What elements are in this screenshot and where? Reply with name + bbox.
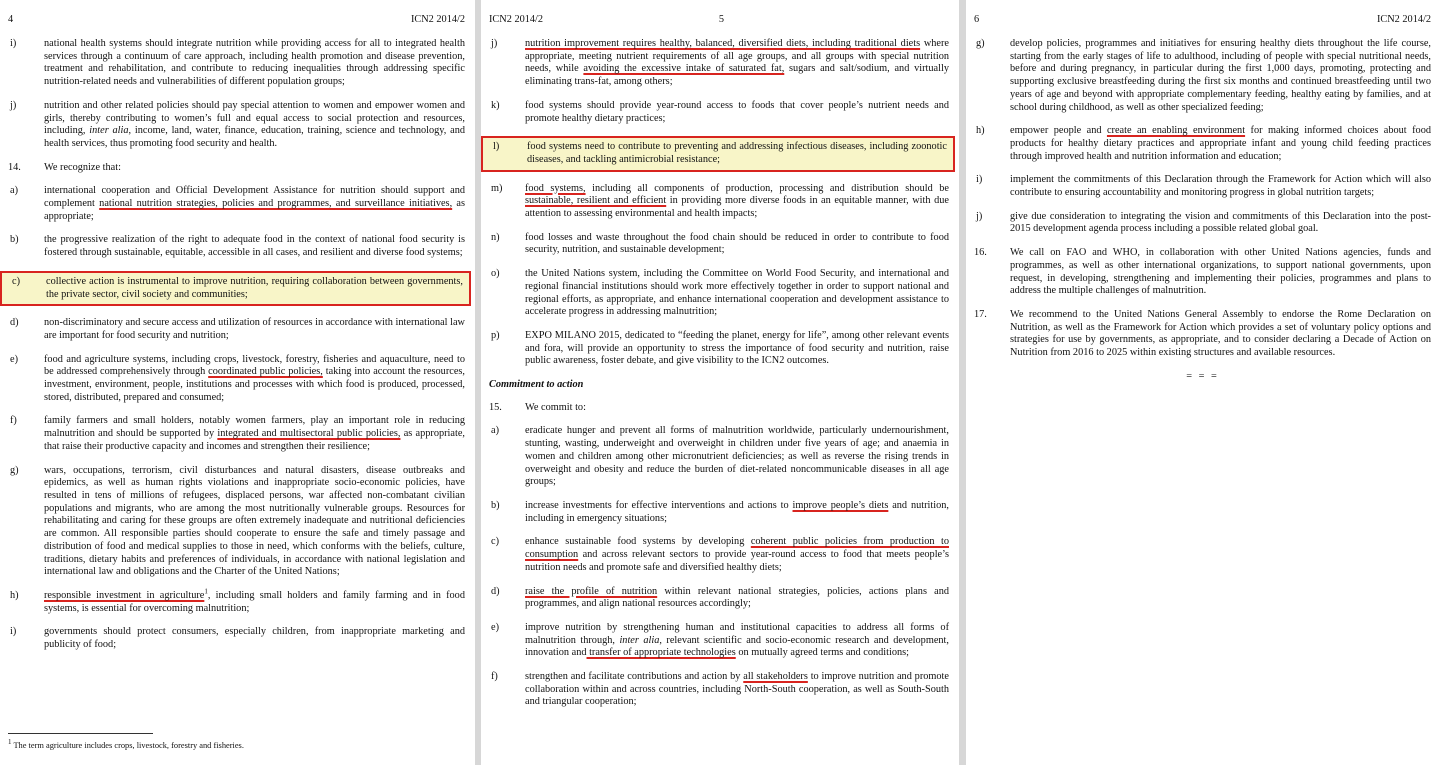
list-item: g) wars, occupations, terrorism, civil disturbances and natural disasters, disease outbreaks and epidemics, as well as human rights violations and inappropriate socio-economic policies, have resulted in tens of millions of refugees, displaced persons, war affected non-combatant civilian populations and migrants, who are among the most nutritionally vulnerable groups. Resources for rehabilitating and caring for these groups are often extremely inadequate and nutritional deficiencies are common. All responsible parties should cooperate to ensure the safe and timely passage and distribution of food and medical supplies to those in need, which conforms with the beliefs, culture, traditions, dietary habits and preferences of individuals, in accordance with national legislation and international law and obligations and the Charter of the United Nations; [10,464,465,578]
list-item: c) enhance sustainable food systems by developing coherent public policies from production to consumption and across relevant sectors to provide year-round access to food that meets people’s nutrition needs and promote safe and diversified healthy diets; [491,536,949,573]
underline-annotation: food systems, [525,182,586,194]
page-5 [481,0,959,765]
list-item: i) governments should protect consumers, especially children, from inappropriate marketing and publicity of food; [10,626,465,651]
underline-annotation: integrated and multisectoral public policies, [217,428,401,440]
page-header [8,14,465,26]
page-number: 4 [8,14,14,25]
page-number: 5 [718,14,724,25]
paragraph-14: 14. We recognize that: [8,161,121,173]
list-item: j) nutrition improvement requires healthy, balanced, diversified diets, including traditional diets where appropriate, meeting nutrient requirements of all age groups, and all groups with special nutrition needs, while avoiding the excessive intake of saturated fat, sugars and salt/sodium, and virtually eliminating trans-fat, among others; [491,38,950,88]
end-marker: = = = [1186,370,1219,382]
underline-annotation: raise the profile of nutrition [525,585,658,597]
list-item: k) food systems should provide year-round access to foods that cover people’s nutrient needs and promote healthy dietary practices; [491,99,949,124]
list-item: a) eradicate hunger and prevent all forms of malnutrition worldwide, particularly undernourishment, stunting, wasting, underweight and overweight in children under five years of age; and anaemia in women and children among other micronutrient deficiencies; as well as reverse the rising trends in overweight and obesity and reduce the burden of diet-related noncommunicable diseases in all age groups; [491,425,949,488]
list-item: d) non-discriminatory and secure access and utilization of resources in accordance with international law are important for food security and nutrition; [10,317,465,341]
list-item: n) food losses and waste throughout the food chain should be reduced in order to contribute to food security, nutrition, and sustainable development; [491,231,949,256]
list-item: f) strengthen and facilitate contributions and action by all stakeholders to improve nutrition and promote collaboration within and across countries, including North-South cooperation, as well as South-South and triangular cooperation; [491,671,949,708]
page-6 [966,0,1456,765]
underline-annotation: coherent public policies from production to consumption [525,536,949,561]
section-heading: Commitment to action [489,379,584,391]
list-item: d) raise the profile of nutrition within relevant national strategies, policies, actions plans and programmes, and align national resources accordingly; [491,585,949,610]
list-item: b) the progressive realization of the right to adequate food in the context of national food security is fostered through sustainable, equitable, accessible in all cases, and resilient and diverse food systems; [10,234,465,259]
paragraph-16: 16. We call on FAO and WHO, in collaboration with other United Nations agencies, funds and programmes, as well as other international organizations, to support national governments, upon request, in developing, strengthening and implementing their policies, programmes and plans to address the multiple challenges of malnutrition. [974,247,1431,297]
list-item: o) the United Nations system, including the Committee on World Food Security, and international and regional financial institutions should work more effectively together in order to support national and regional efforts, as appropriate, and enhance international cooperation and development assistance to accelerate progress in addressing malnutrition; [491,268,949,318]
underline-annotation: improve people’s diets [792,499,889,511]
underline-annotation: all stakeholders [743,671,808,683]
page-header [489,14,949,26]
underline-annotation: create an enabling environment [1106,125,1246,137]
highlight-box: c) collective action is instrumental to improve nutrition, requiring collaboration between governments, the private sector, civil society and communities; [0,271,471,306]
highlight-box: l) food systems need to contribute to preventing and addressing infectious diseases, including zoonotic diseases, and tackling antimicrobial resistance; [481,136,955,171]
paragraph-15: 15. We commit to: [489,401,586,413]
underline-annotation: nutrition improvement requires healthy, balanced, diversified diets, including traditional diets [525,38,921,49]
page-4 [0,0,475,765]
footnote-rule [8,733,153,734]
page-number: 6 [974,14,980,25]
underline-annotation: transfer of appropriate technologies [586,647,736,659]
underline-annotation: responsible investment in agriculture [44,589,205,601]
list-item: j) give due consideration to integrating the vision and commitments of this Declaration into the post-2015 development agenda process including a possible related global goal. [976,210,1431,235]
running-header: ICN2 2014/2 [410,14,465,25]
list-item: p) EXPO MILANO 2015, dedicated to “feeding the planet, energy for life”, among other relevant events and fora, will provide an opportunity to stress the importance of food security and nutrition, raise public awareness, foster debate, and give visibility to the ICN2 outcomes. [491,329,949,367]
running-header: ICN2 2014/2 [489,14,544,25]
underline-annotation: coordinated public policies, [208,366,323,378]
list-item: m) food systems, including all components of production, processing and distribution should be sustainable, resilient and efficient in providing more diverse foods in an equitable manner, with due attention to assessing environmental and health impacts; [491,182,949,220]
list-item: i) national health systems should integrate nutrition while providing access for all to integrated health services through a continuum of care approach, including health promotion and disease prevention, treatment and rehabilitation, and contribute to reducing inequalities through addressing specific nutrition-related needs and vulnerabilities of different population groups; [10,38,465,88]
list-item: h) empower people and create an enabling environment for making informed choices about food products for healthy dietary practices and appropriate infant and young child feeding practices through improved health and nutrition information and education; [976,125,1431,162]
underline-annotation: national nutrition strategies, policies and programmes, and surveillance initiatives, [99,198,453,210]
footnote-ref[interactable]: 1 [204,587,208,596]
list-item: g) develop policies, programmes and initiatives for ensuring healthy diets throughout the life course, starting from the early stages of life to adulthood, including of people with special nutritional needs, before and during pregnancy, in particular during the first 1,000 days, promoting, protecting and supporting exclusive breastfeeding during the first six months and continued breastfeeding until two years of age and beyond with appropriate complementary feeding, healthy eating by families, and at school during childhood, as well as other specialized feeding; [976,38,1431,113]
list-item: h) responsible investment in agriculture$^1$, including small holders and family farming and in food systems, is essential for overcoming malnutrition; [10,587,465,614]
underline-annotation: avoiding the excessive intake of saturated fat, [583,63,785,75]
paragraph-17: 17. We recommend to the United Nations General Assembly to endorse the Rome Declaration on Nutrition, as well as the Framework for Action which provides a set of voluntary policy options and strategies for use by governments, as appropriate, and to consider declaring a Decade of Action on Nutrition from 2016 to 2025 within existing structures and available resources. [974,308,1431,359]
list-item: a) international cooperation and Official Development Assistance for nutrition should support and complement national nutrition strategies, policies and programmes, and surveillance initiatives, as appropriate; [10,185,466,222]
list-item: b) increase investments for effective interventions and actions to improve people’s diets and nutrition, including in emergency situations; [491,499,949,524]
list-item: e) improve nutrition by strengthening human and institutional capacities to address all forms of malnutrition through, inter alia, relevant scientific and socio-economic research and development, innovation and transfer of appropriate technologies on mutually agreed terms and conditions; [491,621,949,659]
footnote: $^1$ The term agriculture includes crops, livestock, forestry and fisheries. [8,738,244,750]
list-item: i) implement the commitments of this Declaration through the Framework for Action which will also contribute to ensuring accountability and monitoring progress in global nutrition targets; [976,174,1431,199]
underline-annotation: sustainable, resilient and efficient [525,195,667,207]
running-header: ICN2 2014/2 [1376,14,1431,25]
list-item: f) family farmers and small holders, notably women farmers, play an important role in reducing malnutrition and should be supported by integrated and multisectoral public policies, as appropriate, that raise their productive capacity and incomes and strengthen their resilience; [10,415,465,452]
list-item: j) nutrition and other related policies should pay special attention to women and empower women and girls, thereby contributing to women’s full and equal access to social protection and resources, including, inter alia, income, land, water, finance, education, training, science and technology, and health services, thus promoting food security and health. [10,99,465,149]
page-header [974,14,1431,26]
list-item: e) food and agriculture systems, including crops, livestock, forestry, fisheries and aquaculture, need to be addressed comprehensively through coordinated public policies, taking into account the resources, investment, environment, people, institutions and processes with which food is produced, processed, stored, distributed, prepared and consumed; [10,353,465,403]
